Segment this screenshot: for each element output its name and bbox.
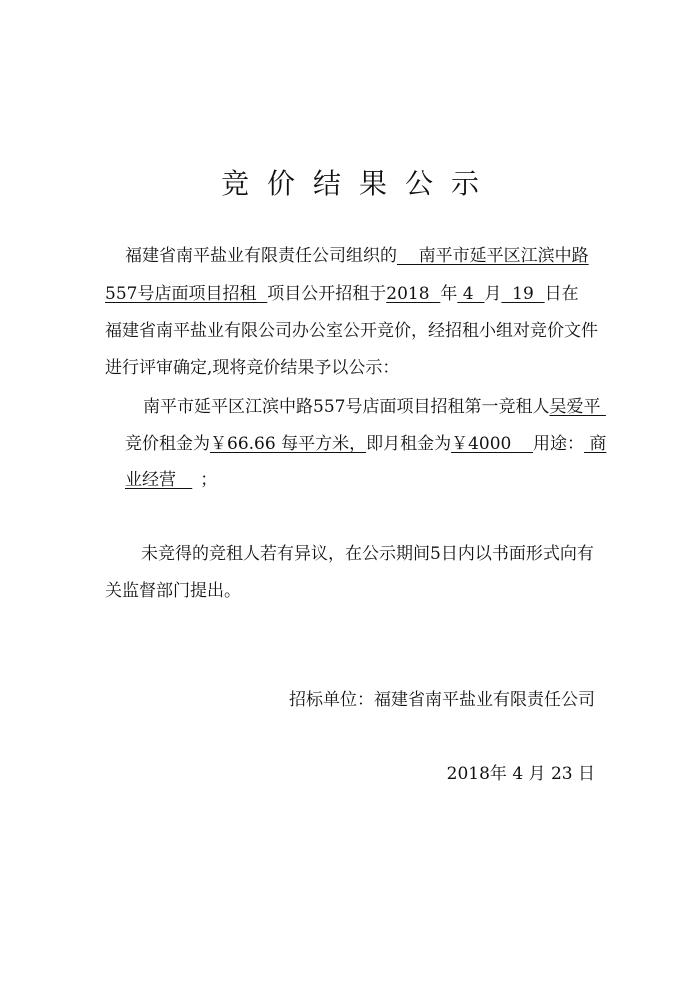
day-field: 19 [501, 284, 545, 304]
month-field: 4 [457, 284, 485, 304]
para3-line1: 未竞得的竞租人若有异议，在公示期间5日内以书面形式向有 [141, 544, 594, 564]
usage-field-cont: 业经营 [125, 470, 193, 490]
unit-price-field: ￥66.66 每平方米， [210, 434, 367, 454]
project-name-field: 南平市延平区江滨中路 [397, 246, 589, 266]
para2-line1 [143, 395, 606, 419]
issue-date: 2018年 4 月 23 日 [446, 764, 595, 784]
para2-text: 即月租金为 [366, 434, 452, 454]
page-title: 竞价结果公示 [220, 167, 497, 200]
year-field: 2018 [386, 284, 441, 304]
para2-line2 [125, 432, 606, 456]
para1-line3: 福建省南平盐业有限公司办公室公开竞价，经招租小组对竞价文件 [105, 321, 598, 341]
para2-line3 [125, 468, 217, 492]
issuer-unit: 招标单位：福建省南平盐业有限责任公司 [289, 690, 595, 710]
para1-line1 [125, 244, 589, 268]
para1-line4: 进行评审确定,现将竞价结果予以公示： [105, 358, 400, 378]
para3-line2: 关监督部门提出。 [105, 581, 241, 601]
para2-text: 南平市延平区江滨中路557号店面项目招租第一竞租人 [143, 397, 550, 417]
para2-text: 用途： [532, 434, 584, 454]
winner-field: 吴爱平 [549, 397, 606, 417]
year-char: 年 [440, 284, 458, 304]
para2-text: 竞价租金为 [125, 434, 210, 454]
usage-field: 商 [583, 434, 607, 454]
project-name-field-cont: 557号店面项目招租 [105, 284, 268, 304]
para2-text: ； [200, 470, 218, 490]
para1-text: 福建省南平盐业有限责任公司组织的 [125, 246, 397, 266]
para1-text: 项目公开招租于 [267, 284, 387, 304]
month-char: 月 [484, 284, 502, 304]
day-char: 日在 [544, 284, 579, 304]
monthly-rent-field: ￥4000 [451, 434, 533, 454]
para1-line2 [105, 282, 579, 306]
